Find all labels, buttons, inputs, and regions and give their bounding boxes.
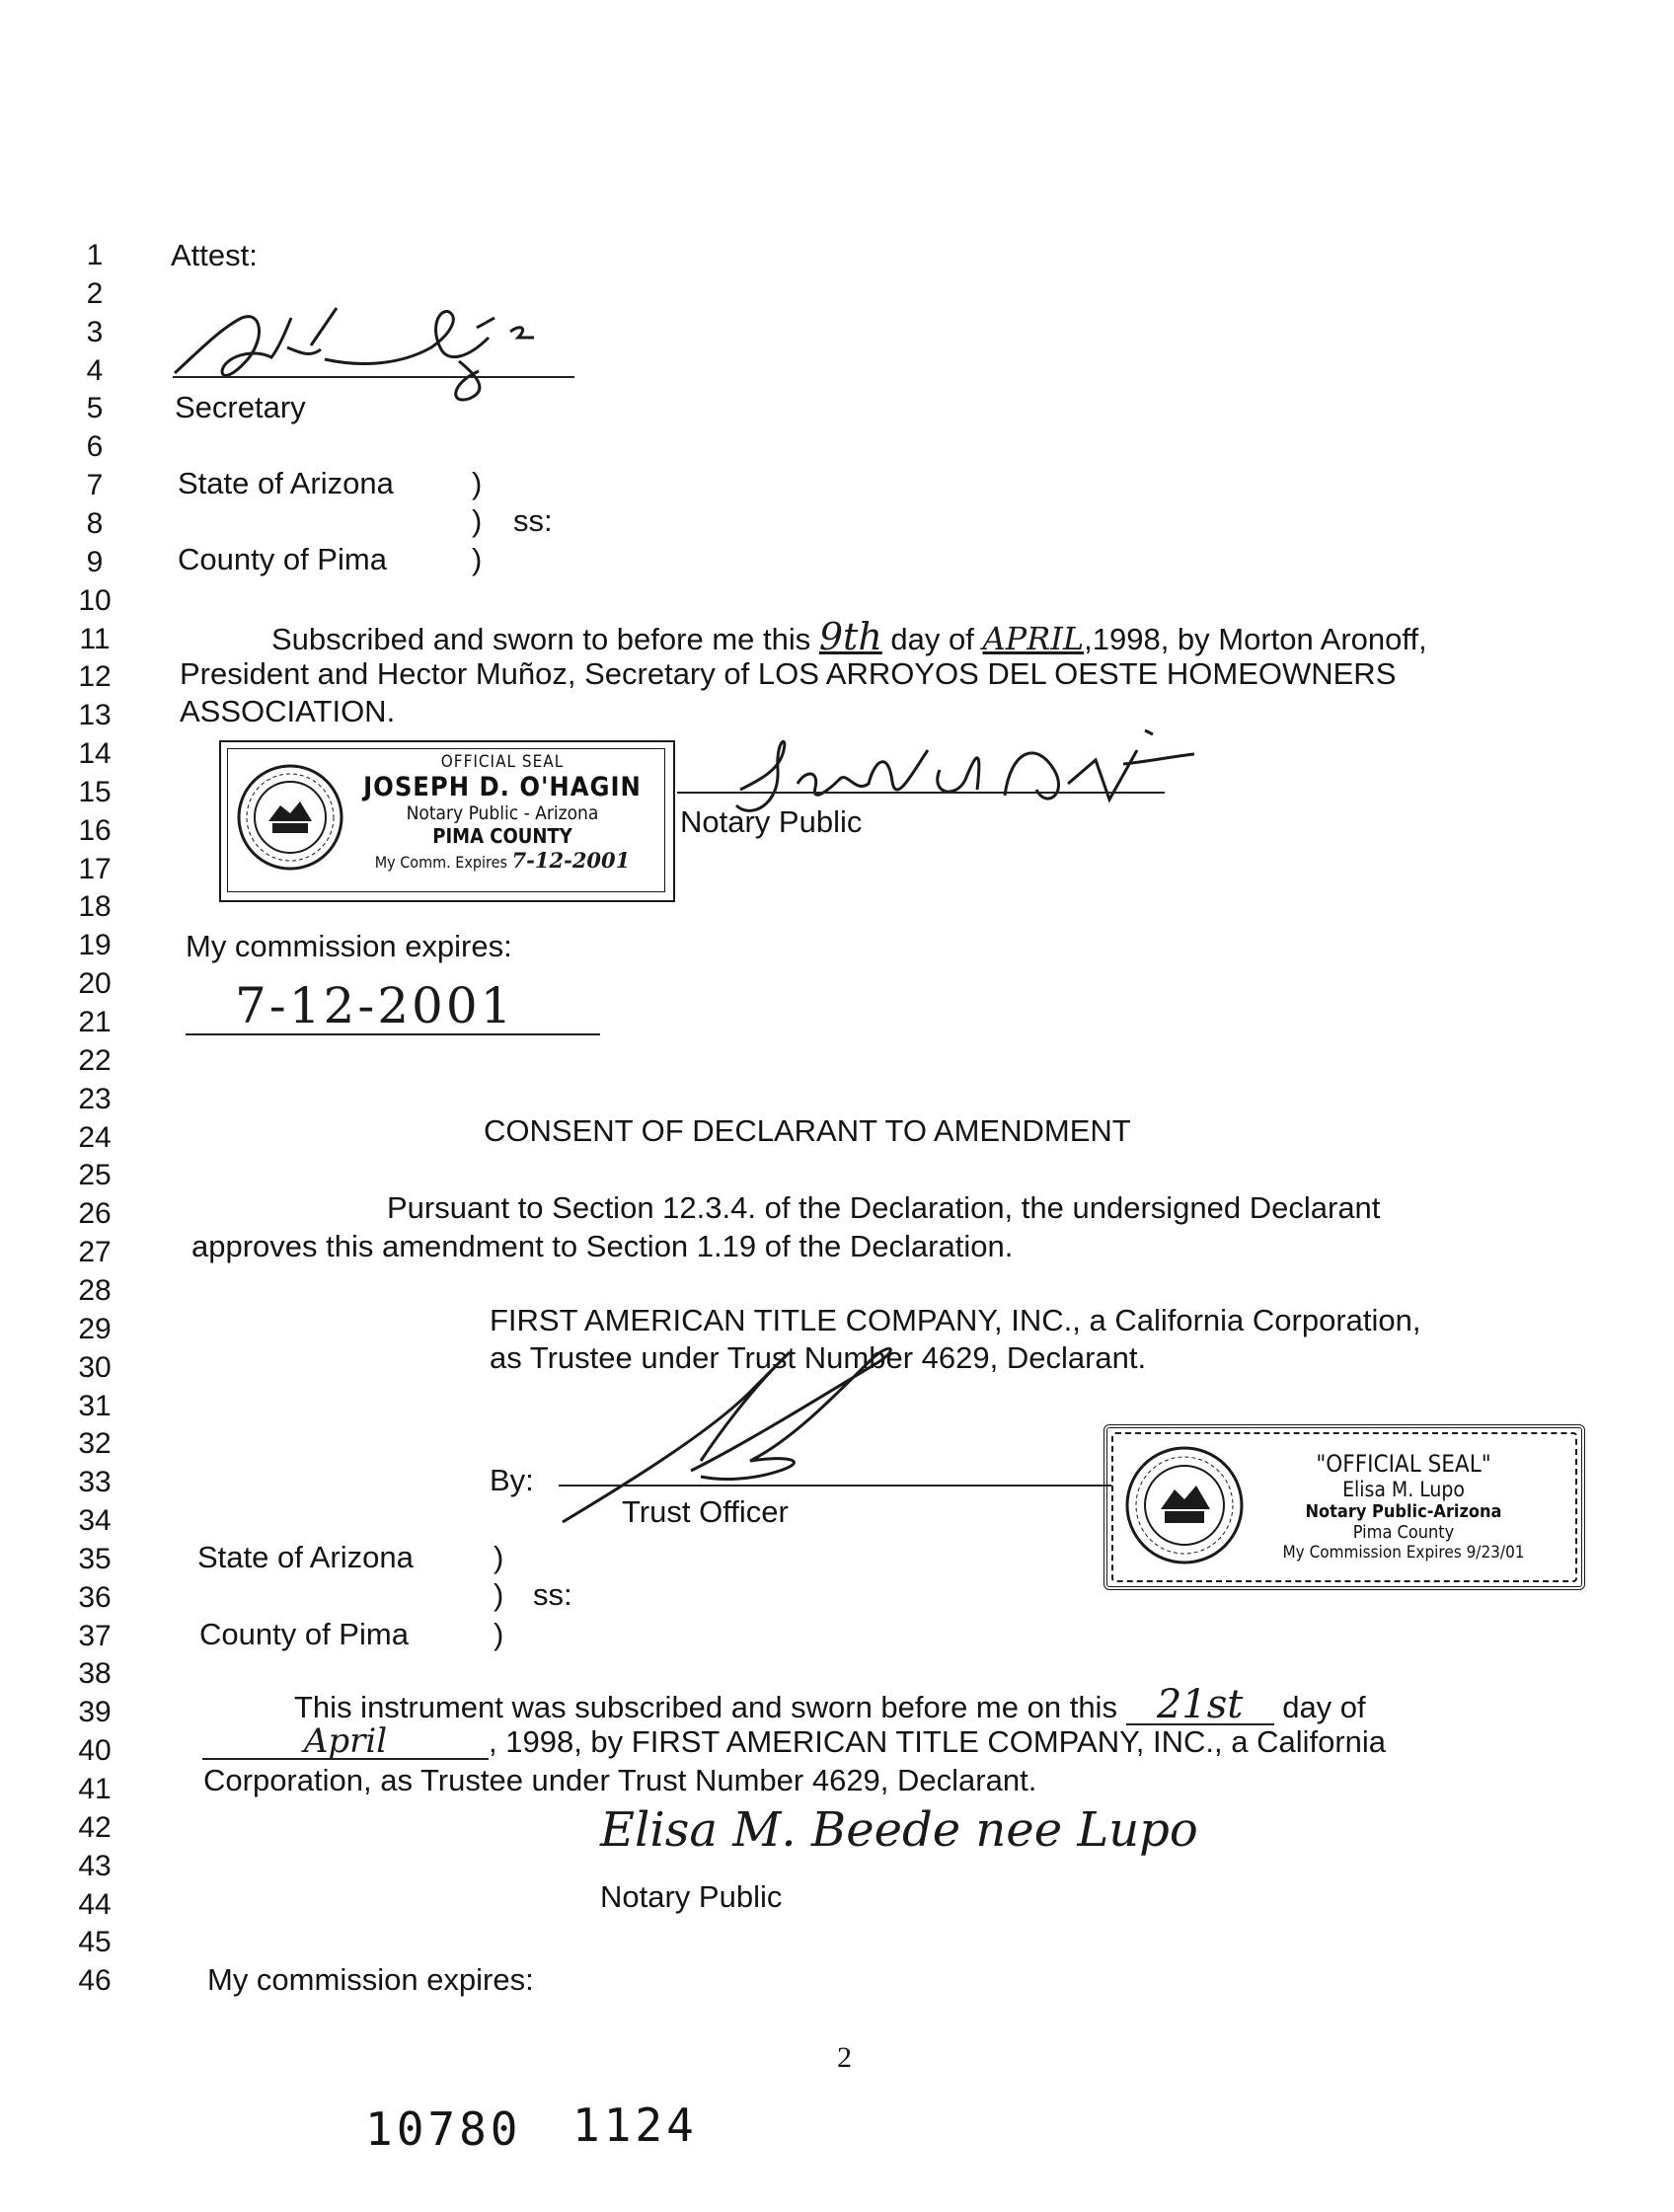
line-number: 31 bbox=[78, 1390, 112, 1422]
attest-label: Attest: bbox=[171, 238, 258, 272]
venue2-county: County of Pima bbox=[199, 1617, 409, 1651]
venue1-state: State of Arizona bbox=[178, 466, 394, 500]
line-number: 6 bbox=[86, 430, 104, 463]
trust-officer-line bbox=[559, 1485, 1111, 1487]
venue2-paren: ) bbox=[494, 1540, 504, 1574]
line-number: 7 bbox=[86, 469, 104, 501]
jurat2-text-a: This instrument was subscribed and sworn before me on this bbox=[294, 1690, 1117, 1724]
seal1-county: PIMA COUNTY bbox=[432, 824, 572, 848]
jurat2-day-handwritten: 21st bbox=[1126, 1686, 1274, 1725]
venue1-paren: ) bbox=[472, 466, 483, 500]
line-number: 2 bbox=[86, 277, 104, 310]
venue1-county: County of Pima bbox=[178, 542, 387, 576]
line-number: 27 bbox=[78, 1236, 112, 1268]
venue2-state: State of Arizona bbox=[197, 1540, 414, 1574]
line-number: 10 bbox=[78, 584, 112, 617]
seal1-title: OFFICIAL SEAL bbox=[440, 752, 565, 772]
line-number: 34 bbox=[78, 1504, 112, 1537]
secretary-signature-line bbox=[173, 376, 574, 378]
secretary-signature bbox=[163, 288, 577, 407]
jurat1-text-c: ,1998, by Morton Aronoff, bbox=[1084, 622, 1427, 656]
notary1-signature-line bbox=[677, 792, 1165, 794]
state-seal-emblem bbox=[235, 762, 345, 873]
line-number: 21 bbox=[78, 1006, 112, 1038]
seal1-name: JOSEPH D. O'HAGIN bbox=[363, 772, 642, 802]
notary1-label: Notary Public bbox=[680, 804, 863, 839]
line-number: 44 bbox=[78, 1888, 112, 1921]
jurat2-line2 bbox=[202, 1721, 1387, 1761]
line-number: 37 bbox=[78, 1620, 112, 1652]
line-number: 43 bbox=[78, 1850, 112, 1882]
jurat1-day-handwritten: 9th bbox=[818, 615, 882, 658]
jurat1-text-a: Subscribed and sworn to before me this bbox=[271, 622, 811, 656]
seal1-expires-label: My Comm. Expires bbox=[374, 853, 507, 872]
notary2-label: Notary Public bbox=[600, 1879, 783, 1914]
jurat1-month-handwritten: APRIL bbox=[982, 620, 1085, 657]
line-number: 30 bbox=[78, 1351, 112, 1384]
venue1-ss: ss: bbox=[513, 503, 553, 538]
seal1-expires-handwritten: 7-12-2001 bbox=[511, 848, 631, 873]
seal2-county: Pima County bbox=[1352, 1522, 1455, 1543]
line-number: 14 bbox=[78, 737, 112, 770]
line-number: 39 bbox=[78, 1696, 112, 1728]
consent-para-line2: approves this amendment to Section 1.19 of the Declaration. bbox=[191, 1229, 1014, 1263]
recording-page-number: 1124 bbox=[572, 2098, 698, 2152]
venue2-paren: ) bbox=[494, 1577, 504, 1612]
commission2-label: My commission expires: bbox=[207, 1962, 534, 1997]
line-number: 5 bbox=[86, 392, 104, 424]
secretary-label: Secretary bbox=[175, 390, 306, 424]
line-number: 13 bbox=[78, 699, 112, 731]
seal1-line1: Notary Public - Arizona bbox=[406, 802, 599, 824]
line-number: 32 bbox=[78, 1427, 112, 1460]
line-number: 28 bbox=[78, 1274, 112, 1307]
jurat1-line2: President and Hector Muñoz, Secretary of LOS ARROYOS DEL OESTE HOMEOWNERS bbox=[180, 656, 1397, 691]
line-number: 24 bbox=[78, 1121, 112, 1154]
jurat2-text-c: , 1998, by FIRST AMERICAN TITLE COMPANY, INC., a California bbox=[489, 1724, 1387, 1759]
notary2-signature: Elisa M. Beede nee Lupo bbox=[600, 1802, 1198, 1858]
commission1-handwritten-date: 7-12-2001 bbox=[235, 977, 515, 1034]
line-number: 42 bbox=[78, 1811, 112, 1844]
venue1-paren: ) bbox=[472, 503, 483, 538]
line-number: 3 bbox=[86, 316, 104, 348]
line-number: 45 bbox=[78, 1926, 112, 1958]
commission1-label: My commission expires: bbox=[186, 929, 512, 963]
line-number: 15 bbox=[78, 776, 112, 808]
jurat1-line1 bbox=[271, 615, 1427, 658]
trust-officer-label: Trust Officer bbox=[622, 1494, 789, 1529]
line-number: 11 bbox=[79, 623, 111, 655]
line-number: 17 bbox=[78, 853, 112, 885]
line-number: 16 bbox=[78, 814, 112, 847]
notary-seal-stamp bbox=[219, 740, 675, 902]
recording-book-number: 10780 bbox=[365, 2102, 522, 2156]
jurat2-line1 bbox=[294, 1682, 1366, 1727]
line-number: 23 bbox=[78, 1083, 112, 1115]
commission1-line bbox=[186, 1033, 600, 1035]
line-number: 29 bbox=[78, 1313, 112, 1345]
line-number: 4 bbox=[86, 354, 104, 387]
line-number: 26 bbox=[78, 1197, 112, 1230]
jurat2-text-b: day of bbox=[1282, 1690, 1366, 1724]
jurat2-line3: Corporation, as Trustee under Trust Number 4629, Declarant. bbox=[203, 1763, 1037, 1797]
notary-seal-stamp-2 bbox=[1103, 1424, 1585, 1590]
line-number: 18 bbox=[78, 890, 112, 923]
line-number: 36 bbox=[78, 1581, 112, 1614]
line-number: 12 bbox=[78, 660, 112, 693]
line-number: 40 bbox=[78, 1734, 112, 1767]
line-number: 22 bbox=[78, 1044, 112, 1077]
page-number: 2 bbox=[837, 2041, 852, 2074]
seal2-expires: My Commission Expires 9/23/01 bbox=[1282, 1543, 1525, 1563]
line-number: 33 bbox=[78, 1466, 112, 1498]
line-number: 1 bbox=[86, 239, 104, 271]
line-number: 25 bbox=[78, 1159, 112, 1191]
line-number: 38 bbox=[78, 1657, 112, 1690]
line-number: 8 bbox=[86, 507, 104, 540]
venue1-paren: ) bbox=[472, 542, 483, 576]
by-label: By: bbox=[490, 1463, 534, 1497]
company-line1: FIRST AMERICAN TITLE COMPANY, INC., a California Corporation, bbox=[490, 1303, 1421, 1337]
consent-heading: CONSENT OF DECLARANT TO AMENDMENT bbox=[484, 1113, 1131, 1148]
line-number: 46 bbox=[78, 1964, 112, 1997]
company-line2: as Trustee under Trust Number 4629, Declarant. bbox=[490, 1340, 1147, 1375]
seal2-line1: Notary Public-Arizona bbox=[1305, 1501, 1502, 1522]
venue2-paren: ) bbox=[494, 1617, 504, 1651]
jurat2-month-handwritten: April bbox=[202, 1724, 489, 1760]
line-number: 41 bbox=[78, 1773, 112, 1805]
venue2-ss: ss: bbox=[533, 1577, 572, 1612]
line-number: 20 bbox=[78, 967, 112, 1000]
state-seal-emblem-2 bbox=[1123, 1444, 1246, 1566]
line-number: 9 bbox=[86, 546, 104, 578]
line-number: 19 bbox=[78, 929, 112, 961]
line-number: 35 bbox=[78, 1543, 112, 1575]
seal2-name: Elisa M. Lupo bbox=[1342, 1478, 1465, 1501]
jurat1-text-b: day of bbox=[890, 622, 974, 656]
consent-para-line1: Pursuant to Section 12.3.4. of the Declaration, the undersigned Declarant bbox=[387, 1190, 1381, 1225]
seal2-title: "OFFICIAL SEAL" bbox=[1316, 1450, 1491, 1478]
jurat1-line3: ASSOCIATION. bbox=[180, 694, 396, 728]
